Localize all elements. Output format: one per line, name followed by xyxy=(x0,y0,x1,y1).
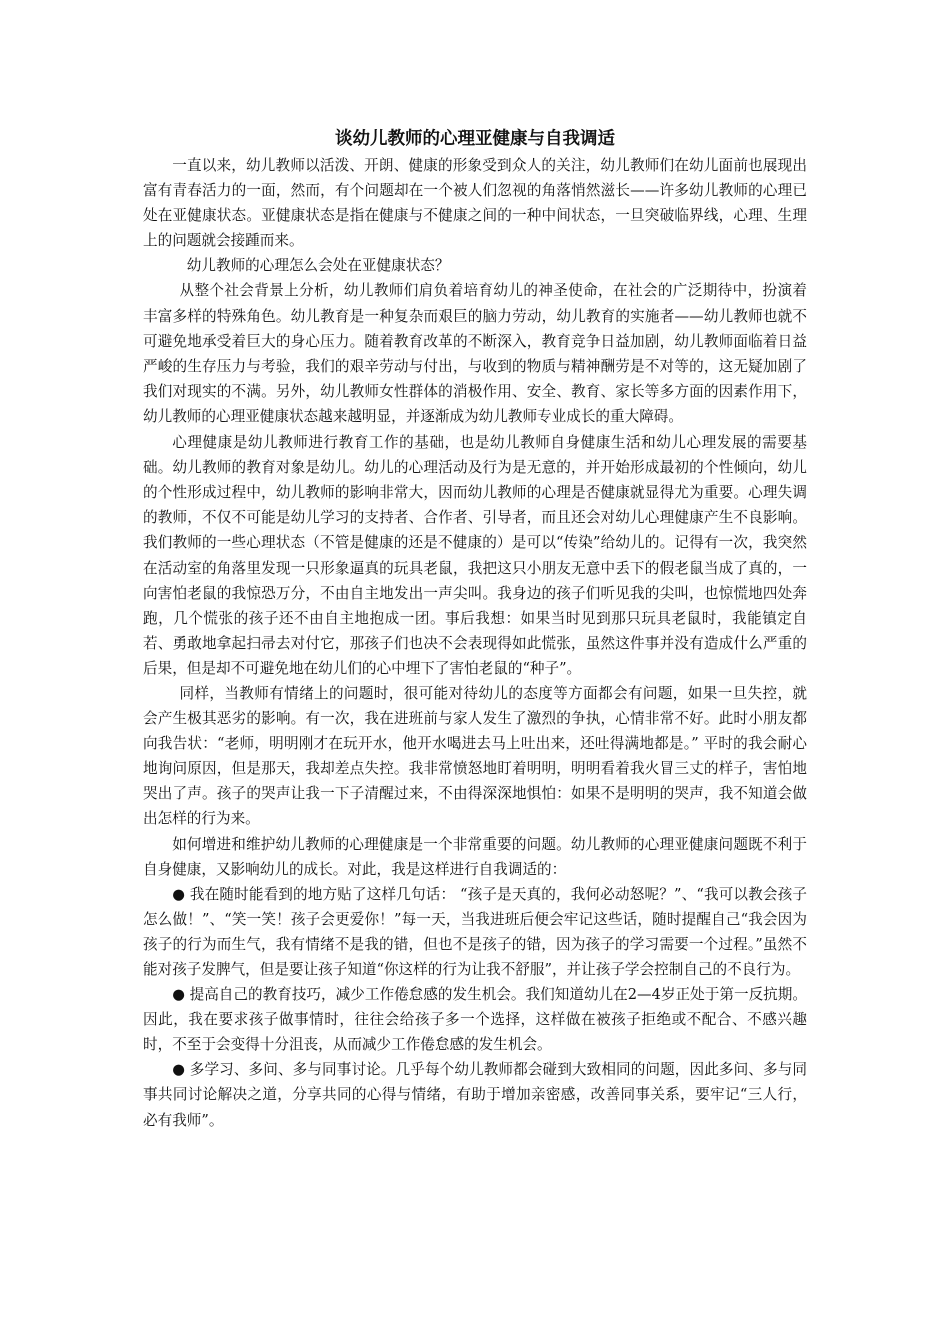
bullet-item-teaching-skills: ● 提高自己的教育技巧，减少工作倦怠感的发生机会。我们知道幼儿在2—4岁正处于第一反抗期。因此，我在要求孩子做事情时，往往会给孩子多一个选择，这样做在被孩子拒绝或不配合、不感兴趣时，不至于会变得十分沮丧，从而减少工作倦怠感的发生机会。 xyxy=(143,986,807,1054)
paragraph-question: 幼儿教师的心理怎么会处在亚健康状态？ xyxy=(186,257,450,275)
paragraph-social-background: 从整个社会背景上分析，幼儿教师们肩负着培育幼儿的神圣使命，在社会的广泛期待中，扮演着丰富多样的特殊角色。幼儿教育是一种复杂而艰巨的脑力劳动，幼儿教育的实施者——幼儿教师也就不可避免地承受着巨大的身心压力。随着教育改革的不断深入，教育竞争日益加剧，幼儿教师面临着日益严峻的生存压力与考验，我们的艰辛劳动与付出，与收到的物质与精神酬劳是不对等的，这无疑加剧了我们对现实的不满。另外，幼儿教师女性群体的消极作用、安全、教育、家长等多方面的因素作用下，幼儿教师的心理亚健康状态越来越明显，并逐渐成为幼儿教师专业成长的重大障碍。 xyxy=(143,282,807,425)
bullet-item-learning: ● 多学习、多问、多与同事讨论。几乎每个幼儿教师都会碰到大致相同的问题，因此多问、多与同事共同讨论解决之道，分享共同的心得与情绪，有助于增加亲密感，改善同事关系，要牢记“三人行，必有我师”。 xyxy=(143,1061,807,1129)
paragraph-intro: 一直以来，幼儿教师以活泼、开朗、健康的形象受到众人的关注，幼儿教师们在幼儿面前也展现出富有青春活力的一面，然而，有个问题却在一个被人们忽视的角落悄然滋长——许多幼儿教师的心理已处在亚健康状态。亚健康状态是指在健康与不健康之间的一种中间状态，一旦突破临界线，心理、生理上的问题就会接踵而来。 xyxy=(143,157,807,250)
paragraph-mental-health: 心理健康是幼儿教师进行教育工作的基础，也是幼儿教师自身健康生活和幼儿心理发展的需要基础。幼儿教师的教育对象是幼儿。幼儿的心理活动及行为是无意的，并开始形成最初的个性倾向，幼儿的个性形成过程中，幼儿教师的影响非常大，因而幼儿教师的心理是否健康就显得尤为重要。心理失调的教师，不仅不可能是幼儿学习的支持者、合作者、引导者，而且还会对幼儿心理健康产生不良影响。我们教师的一些心理状态（不管是健康的还是不健康的）是可以“传染”给幼儿的。记得有一次，我突然在活动室的角落里发现一只形象逼真的玩具老鼠，我把这只小朋友无意中丢下的假老鼠当成了真的，一向害怕老鼠的我惊恐万分，不由自主地发出一声尖叫。我身边的孩子们听见我的尖叫，也惊慌地四处奔跑，几个慌张的孩子还不由自主地抱成一团。事后我想：如果当时见到那只玩具老鼠时，我能镇定自若、勇敢地拿起扫帚去对付它，那孩子们也决不会表现得如此慌张，虽然这件事并没有造成什么严重的后果，但是却不可避免地在幼儿们的心中埋下了害怕老鼠的“种子”。 xyxy=(143,434,807,677)
bullet-item-reminders: ● 我在随时能看到的地方贴了这样几句话： “孩子是天真的，我何必动怒呢？”、“我可以教会孩子怎么做！”、“笑一笑！孩子会更爱你！”每一天，当我进班后便会牢记这些话，随时提醒自己“我会因为孩子的行为而生气，我有情绪不是我的错，但也不是孩子的错，因为孩子的学习需要一个过程。”虽然不能对孩子发脾气，但是要让孩子知道“你这样的行为让我不舒服”，并让孩子学会控制自己的不良行为。 xyxy=(143,885,807,978)
document-body xyxy=(143,126,807,1133)
document-title: 谈幼儿教师的心理亚健康与自我调适 xyxy=(335,129,615,149)
paragraph-self-adjust: 如何增进和维护幼儿教师的心理健康是一个非常重要的问题。幼儿教师的心理亚健康问题既不利于自身健康，又影响幼儿的成长。对此，我是这样进行自我调适的： xyxy=(143,835,807,878)
paragraph-emotions: 同样，当教师有情绪上的问题时，很可能对待幼儿的态度等方面都会有问题，如果一旦失控，就会产生极其恶劣的影响。有一次，我在进班前与家人发生了激烈的争执，心情非常不好。此时小朋友都向我告状：“老师，明明刚才在玩开水，他开水喝进去马上吐出来，还吐得满地都是。” 平时的我会耐心地询问原因，但是那天，我却差点失控。我非常愤怒地盯着明明，明明看着我火冒三丈的样子，害怕地哭出了声。孩子的哭声让我一下子清醒过来，不由得深深地惧怕：如果不是明明的哭声，我不知道会做出怎样的行为来。 xyxy=(143,684,807,828)
